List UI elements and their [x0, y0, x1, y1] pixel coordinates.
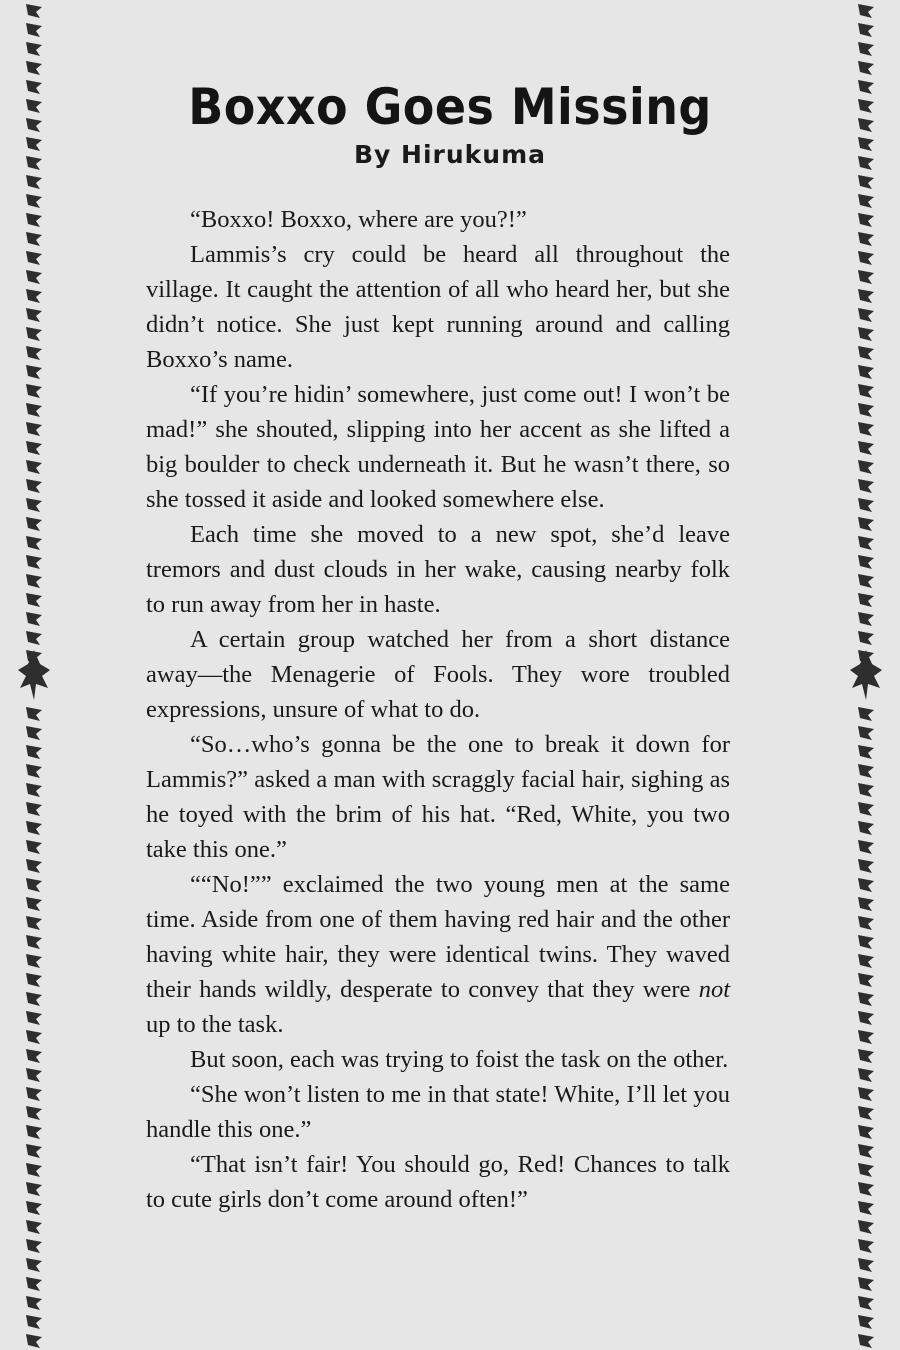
border-ornament — [26, 1087, 42, 1101]
border-ornament — [858, 346, 874, 360]
border-ornament — [858, 612, 874, 626]
border-ornament — [26, 1201, 42, 1215]
border-ornament — [858, 764, 874, 778]
paragraph-text: “If you’re hidin’ somewhere, just come out! I won’t be mad!” she shouted, slipping into her accent as she lifted a big boulder to check underneath it. But he wasn’t there, so she tossed it aside and looked somewhere else. — [146, 381, 730, 513]
border-ornament — [26, 289, 42, 303]
border-ornament — [858, 1106, 874, 1120]
left-border-pattern — [16, 0, 52, 1350]
paragraph-text: “That isn’t fair! You should go, Red! Chances to talk to cute girls don’t come around often!” — [146, 1151, 730, 1213]
border-ornament — [858, 175, 874, 189]
paragraph-text: But soon, each was trying to foist the task on the other. — [190, 1046, 729, 1073]
border-ornament — [26, 1163, 42, 1177]
story-paragraph — [146, 622, 730, 727]
border-ornament — [858, 992, 874, 1006]
border-ornament — [858, 498, 874, 512]
story-paragraph — [146, 202, 730, 237]
story-paragraph — [146, 727, 730, 867]
border-ornament — [858, 1296, 874, 1310]
border-ornament — [858, 1030, 874, 1044]
border-ornament — [26, 498, 42, 512]
border-ornament — [858, 593, 874, 607]
border-ornament — [26, 1315, 42, 1329]
border-ornament — [26, 1258, 42, 1272]
border-ornament — [26, 1239, 42, 1253]
border-ornament — [26, 213, 42, 227]
story-paragraph — [146, 237, 730, 377]
border-ornament — [26, 954, 42, 968]
right-border-pattern — [848, 0, 884, 1350]
border-ornament — [858, 536, 874, 550]
border-ornament — [26, 897, 42, 911]
border-ornament — [858, 935, 874, 949]
border-ornament — [858, 954, 874, 968]
border-ornament — [26, 707, 42, 721]
border-ornament — [858, 916, 874, 930]
border-ornament — [858, 1163, 874, 1177]
border-ornament — [858, 251, 874, 265]
border-ornament — [26, 1068, 42, 1082]
border-ornament — [26, 536, 42, 550]
paragraph-text: “She won’t listen to me in that state! White, I’ll let you handle this one.” — [146, 1081, 730, 1143]
border-ornament — [858, 1334, 874, 1348]
border-ornament — [26, 878, 42, 892]
border-ornament — [26, 1106, 42, 1120]
border-ornament — [26, 859, 42, 873]
border-ornament — [858, 1239, 874, 1253]
border-ornament — [858, 1258, 874, 1272]
border-ornament — [858, 859, 874, 873]
border-ornament — [26, 175, 42, 189]
border-ornament — [26, 1277, 42, 1291]
border-ornament — [26, 270, 42, 284]
border-ornament — [858, 232, 874, 246]
border-ornament — [26, 1334, 42, 1348]
border-ornament — [858, 821, 874, 835]
border-ornament — [26, 631, 42, 645]
border-ornament — [858, 574, 874, 588]
border-ornament — [26, 555, 42, 569]
border-ornament — [858, 327, 874, 341]
border-ornament — [26, 384, 42, 398]
border-ornament — [26, 403, 42, 417]
border-ornament — [26, 935, 42, 949]
border-ornament — [858, 384, 874, 398]
border-ornament — [26, 327, 42, 341]
border-ornament — [26, 783, 42, 797]
border-ornament — [26, 4, 42, 18]
border-ornament — [26, 23, 42, 37]
story-paragraph — [146, 1042, 730, 1077]
border-ornament — [26, 251, 42, 265]
story-paragraph — [146, 1147, 730, 1217]
border-ornament — [858, 631, 874, 645]
paragraph-text: up to the task. — [146, 1011, 284, 1038]
border-ornament — [26, 1220, 42, 1234]
border-ornament — [858, 783, 874, 797]
story-paragraph — [146, 1077, 730, 1147]
border-ornament — [26, 42, 42, 56]
story-paragraph — [146, 377, 730, 517]
border-ornament — [26, 441, 42, 455]
border-ornament — [26, 840, 42, 854]
border-ornament — [858, 1220, 874, 1234]
border-ornament — [26, 726, 42, 740]
story-paragraph — [146, 517, 730, 622]
border-ornament — [858, 1068, 874, 1082]
left-decorative-border — [16, 0, 52, 1350]
border-ornament — [26, 308, 42, 322]
story-paragraph — [146, 867, 730, 1042]
border-ornament — [858, 1049, 874, 1063]
border-ornament — [26, 916, 42, 930]
border-ornament — [858, 1182, 874, 1196]
border-ornament — [858, 802, 874, 816]
border-ornament — [858, 555, 874, 569]
border-ornament — [858, 1087, 874, 1101]
paragraph-text: Lammis’s cry could be heard all throughout the village. It caught the attention of all who heard her, but she didn’t notice. She just kept running around and calling Boxxo’s name. — [146, 241, 730, 373]
border-ornament — [26, 992, 42, 1006]
border-ornament — [26, 1049, 42, 1063]
border-ornament — [858, 42, 874, 56]
border-ornament — [26, 593, 42, 607]
border-ornament — [858, 726, 874, 740]
border-ornament — [26, 745, 42, 759]
story-byline: By Hirukuma — [353, 140, 547, 169]
border-ornament — [858, 460, 874, 474]
border-ornament — [858, 1011, 874, 1025]
border-ornament — [26, 194, 42, 208]
story-title: Boxxo Goes Missing — [188, 78, 712, 136]
border-ornament — [26, 517, 42, 531]
border-ornament — [858, 479, 874, 493]
emphasis-text: not — [698, 976, 730, 1003]
border-ornament — [858, 897, 874, 911]
right-decorative-border — [848, 0, 884, 1350]
border-ornament — [26, 346, 42, 360]
border-ornament — [858, 61, 874, 75]
border-ornament — [858, 365, 874, 379]
border-ornament — [858, 1315, 874, 1329]
border-ornament — [26, 973, 42, 987]
border-ornament — [858, 4, 874, 18]
border-ornament — [26, 1296, 42, 1310]
border-ornament — [26, 422, 42, 436]
border-ornament — [26, 574, 42, 588]
border-ornament — [858, 270, 874, 284]
border-ornament — [26, 612, 42, 626]
border-ornament — [858, 194, 874, 208]
paragraph-text: A certain group watched her from a short distance away—the Menagerie of Fools. They wore troubled expressions, unsure of what to do. — [146, 626, 730, 723]
paragraph-text: ““No!”” exclaimed the two young men at the same time. Aside from one of them having red hair and the other having white hair, they were identical twins. They waved their hands wildly, desperate to convey that they were — [146, 871, 730, 1003]
border-ornament — [26, 479, 42, 493]
border-ornament — [26, 1011, 42, 1025]
border-ornament — [26, 802, 42, 816]
border-ornament — [858, 1144, 874, 1158]
border-ornament — [26, 365, 42, 379]
border-ornament — [26, 61, 42, 75]
border-ornament — [26, 764, 42, 778]
border-ornament — [858, 289, 874, 303]
border-ornament — [858, 422, 874, 436]
border-ornament — [858, 745, 874, 759]
border-ornament — [858, 973, 874, 987]
border-ornament — [858, 403, 874, 417]
border-ornament — [858, 707, 874, 721]
border-ornament — [26, 232, 42, 246]
border-ornament — [26, 1030, 42, 1044]
border-ornament — [858, 23, 874, 37]
paragraph-text: Each time she moved to a new spot, she’d leave tremors and dust clouds in her wake, causing nearby folk to run away from her in haste. — [146, 521, 730, 618]
paragraph-text: “So…who’s gonna be the one to break it down for Lammis?” asked a man with scraggly facial hair, sighing as he toyed with the brim of his hat. “Red, White, you two take this one.” — [146, 731, 730, 863]
border-center-ornament — [850, 650, 882, 700]
border-ornament — [858, 308, 874, 322]
border-ornament — [858, 1201, 874, 1215]
border-ornament — [26, 1125, 42, 1139]
border-ornament — [858, 1277, 874, 1291]
story-body — [146, 202, 730, 1217]
border-ornament — [26, 460, 42, 474]
border-ornament — [858, 878, 874, 892]
border-ornament — [858, 840, 874, 854]
paragraph-text: “Boxxo! Boxxo, where are you?!” — [190, 206, 527, 233]
border-center-ornament — [18, 650, 50, 700]
border-ornament — [858, 1125, 874, 1139]
border-ornament — [26, 821, 42, 835]
border-ornament — [858, 441, 874, 455]
border-ornament — [26, 1182, 42, 1196]
border-ornament — [858, 213, 874, 227]
border-ornament — [858, 517, 874, 531]
border-ornament — [26, 1144, 42, 1158]
